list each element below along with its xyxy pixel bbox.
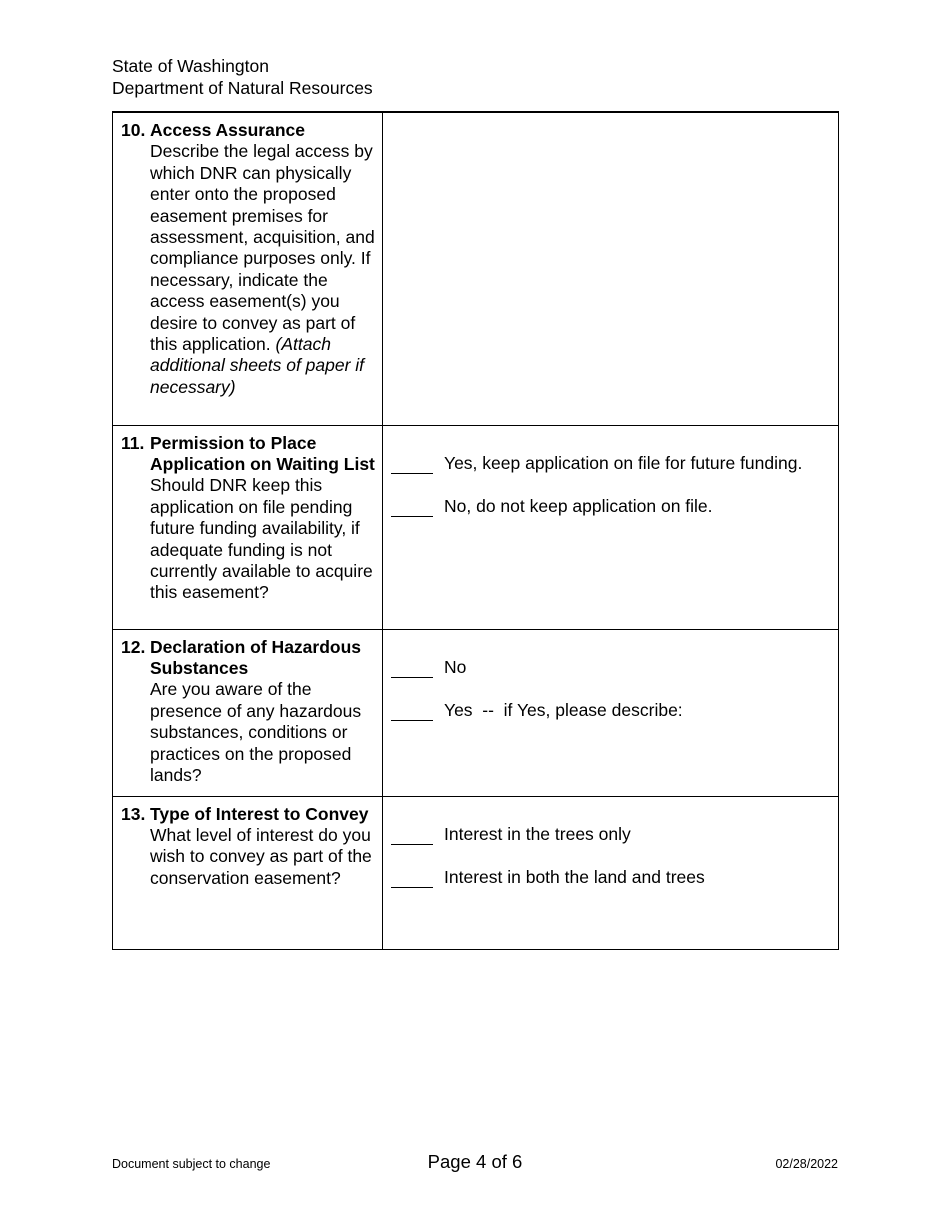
question-cell [113, 112, 383, 425]
question-title: Access Assurance [150, 120, 306, 140]
option-yes-hazard [391, 700, 838, 721]
question-row-11 [113, 425, 839, 629]
question-cell [113, 629, 383, 796]
answer-cell [383, 629, 839, 796]
question-title: Declaration of Hazardous Substances [150, 636, 362, 678]
question-text: Should DNR keep this application on file pending future funding availability, if adequate funding is not currently available to acquire this easement? [150, 475, 373, 603]
answer-cell [383, 425, 839, 629]
question-number: 11. [121, 432, 145, 453]
checkbox-blank[interactable] [391, 455, 433, 474]
question-title: Permission to Place Application on Waiting List [150, 432, 375, 474]
checkbox-blank[interactable] [391, 659, 433, 678]
question-cell [113, 796, 383, 949]
question-number: 12. [121, 636, 146, 657]
question-text: Describe the legal access by which DNR can physically enter onto the proposed easement premises for assessment, acquisition, and compliance purposes only. If necessary, indicate the access easement(s) you desire to convey as part of this application. [150, 141, 375, 355]
checkbox-blank[interactable] [391, 702, 433, 721]
page-number: Page 4 of 6 [427, 1151, 523, 1172]
footer-date: 02/28/2022 [775, 1157, 838, 1171]
document-header [112, 56, 373, 99]
header-agency: State of Washington [112, 56, 269, 76]
answer-cell [383, 796, 839, 949]
question-number: 13. [121, 803, 146, 824]
question-row-13 [113, 796, 839, 949]
question-cell [113, 425, 383, 629]
checkbox-blank[interactable] [391, 826, 433, 845]
option-label: No [444, 656, 467, 677]
checkbox-blank[interactable] [391, 498, 433, 517]
option-land-and-trees [391, 867, 838, 888]
footer-disclaimer: Document subject to change [112, 1157, 271, 1171]
option-label: Interest in the trees only [444, 823, 631, 844]
question-number: 10. [121, 120, 146, 140]
option-no-hazard [391, 657, 838, 678]
option-label: Yes, keep application on file for future funding. [444, 452, 803, 473]
option-label: Yes -- if Yes, please describe: [444, 699, 683, 720]
option-yes-keep [391, 453, 838, 474]
question-row-10 [113, 112, 839, 425]
answer-field-access-assurance[interactable] [383, 112, 839, 425]
question-text: What level of interest do you wish to convey as part of the conservation easement? [150, 824, 372, 888]
application-form-table [112, 111, 839, 950]
option-trees-only [391, 824, 838, 845]
checkbox-blank[interactable] [391, 869, 433, 888]
option-label: No, do not keep application on file. [444, 495, 713, 516]
option-label: Interest in both the land and trees [444, 866, 705, 887]
question-title: Type of Interest to Convey [150, 803, 369, 824]
header-department: Department of Natural Resources [112, 77, 373, 98]
question-note: (Attach additional sheets of paper if necessary) [150, 334, 365, 397]
option-no-keep [391, 496, 838, 517]
question-row-12 [113, 629, 839, 796]
question-text: Are you aware of the presence of any hazardous substances, conditions or practices on the proposed lands? [150, 679, 362, 785]
